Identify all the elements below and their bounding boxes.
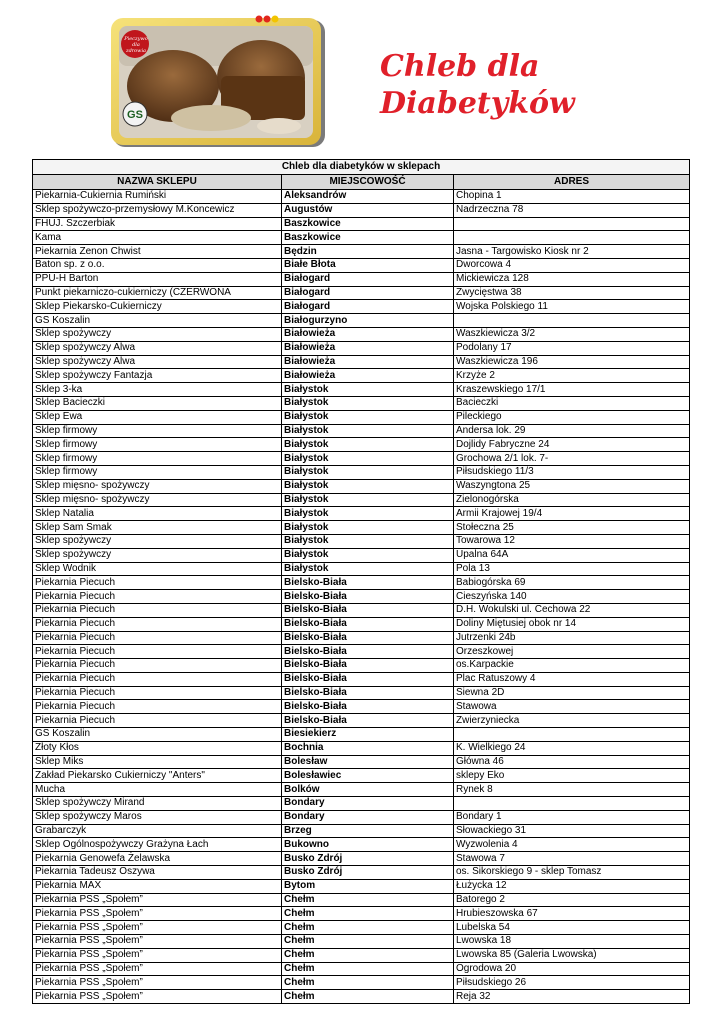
table-row (33, 824, 690, 838)
town-cell: Chełm (282, 976, 454, 990)
address-cell: Batorego 2 (454, 893, 690, 907)
table-row (33, 948, 690, 962)
address-cell: sklepy Eko (454, 769, 690, 783)
store-name-cell: Złoty Kłos (33, 741, 282, 755)
town-cell: Bondary (282, 797, 454, 811)
table-row (33, 369, 690, 383)
store-name-cell: Sklep spożywczy (33, 548, 282, 562)
address-cell: Stawowa 7 (454, 852, 690, 866)
table-row (33, 645, 690, 659)
svg-text:GS: GS (127, 109, 143, 121)
town-cell: Białystok (282, 521, 454, 535)
town-cell: Chełm (282, 962, 454, 976)
store-name-cell: Piekarnia Piecuch (33, 576, 282, 590)
table-row (33, 410, 690, 424)
town-cell: Białogurzyno (282, 314, 454, 328)
address-cell: Zwycięstwa 38 (454, 286, 690, 300)
town-cell: Chełm (282, 907, 454, 921)
store-name-cell: Piekarnia PSS „Społem” (33, 948, 282, 962)
store-name-cell: Piekarnia Genowefa Żelawska (33, 852, 282, 866)
column-header-town: MIEJSCOWOŚĆ (282, 175, 454, 190)
address-cell: Ogrodowa 20 (454, 962, 690, 976)
table-row (33, 659, 690, 673)
table-row (33, 258, 690, 272)
address-cell: Podolany 17 (454, 341, 690, 355)
table-row (33, 438, 690, 452)
town-cell: Bielsko-Biała (282, 659, 454, 673)
town-cell: Busko Zdrój (282, 852, 454, 866)
store-name-cell: Sklep Bacieczki (33, 396, 282, 410)
table-row (33, 783, 690, 797)
town-cell: Białogard (282, 272, 454, 286)
store-name-cell: Piekarnia Piecuch (33, 659, 282, 673)
town-cell: Bielsko-Biała (282, 603, 454, 617)
store-name-cell: Piekarnia Piecuch (33, 686, 282, 700)
town-cell: Bielsko-Biała (282, 714, 454, 728)
town-cell: Chełm (282, 990, 454, 1004)
town-cell: Bielsko-Biała (282, 590, 454, 604)
town-cell: Białowieża (282, 341, 454, 355)
store-name-cell: Piekarnia Piecuch (33, 631, 282, 645)
store-name-cell: Piekarnia PSS „Społem” (33, 935, 282, 949)
store-name-cell: Punkt piekarniczo-cukierniczy (CZERWONA (33, 286, 282, 300)
table-row (33, 976, 690, 990)
table-row (33, 755, 690, 769)
address-cell: Dworcowa 4 (454, 258, 690, 272)
town-cell: Baszkowice (282, 217, 454, 231)
town-cell: Bielsko-Biała (282, 645, 454, 659)
address-cell: Główna 46 (454, 755, 690, 769)
table-row (33, 921, 690, 935)
store-name-cell: Sklep spożywczy Fantazja (33, 369, 282, 383)
table-row (33, 300, 690, 314)
table-row (33, 424, 690, 438)
store-name-cell: Piekarnia Piecuch (33, 714, 282, 728)
town-cell: Busko Zdrój (282, 866, 454, 880)
table-row (33, 231, 690, 245)
column-header-store-name: NAZWA SKLEPU (33, 175, 282, 190)
store-name-cell: Sklep Wodnik (33, 562, 282, 576)
address-cell: Mickiewicza 128 (454, 272, 690, 286)
address-cell: Upalna 64A (454, 548, 690, 562)
store-name-cell: Piekarnia PSS „Społem” (33, 962, 282, 976)
town-cell: Białogard (282, 286, 454, 300)
address-cell: D.H. Wokulski ul. Cechowa 22 (454, 603, 690, 617)
table-row (33, 631, 690, 645)
town-cell: Bielsko-Biała (282, 631, 454, 645)
table-row (33, 562, 690, 576)
town-cell: Bielsko-Biała (282, 700, 454, 714)
bread-banner-image (111, 14, 329, 149)
town-cell: Białystok (282, 534, 454, 548)
address-cell: Zielonogórska (454, 493, 690, 507)
table-row (33, 714, 690, 728)
table-row (33, 797, 690, 811)
store-name-cell: Sklep spożywczy (33, 534, 282, 548)
store-name-cell: Piekarnia PSS „Społem” (33, 990, 282, 1004)
store-name-cell: Sklep firmowy (33, 424, 282, 438)
address-cell: Łużycka 12 (454, 879, 690, 893)
town-cell: Baszkowice (282, 231, 454, 245)
store-name-cell: Piekarnia Piecuch (33, 590, 282, 604)
store-name-cell: FHUJ. Szczerbiak (33, 217, 282, 231)
store-name-cell: Sklep Piekarsko-Cukierniczy (33, 300, 282, 314)
store-name-cell: Grabarczyk (33, 824, 282, 838)
table-row (33, 314, 690, 328)
town-cell: Biesiekierz (282, 728, 454, 742)
store-name-cell: Sklep Ogólnospożywczy Grażyna Łach (33, 838, 282, 852)
address-cell (454, 217, 690, 231)
town-cell: Białystok (282, 452, 454, 466)
town-cell: Bielsko-Biała (282, 617, 454, 631)
town-cell: Bukowno (282, 838, 454, 852)
store-name-cell: Sklep mięsno- spożywczy (33, 493, 282, 507)
town-cell: Białogard (282, 300, 454, 314)
address-cell: Waszyngtona 25 (454, 479, 690, 493)
town-cell: Bolesławiec (282, 769, 454, 783)
address-cell: Stołeczna 25 (454, 521, 690, 535)
address-cell: Bacieczki (454, 396, 690, 410)
table-row (33, 935, 690, 949)
store-name-cell: Sklep spożywczo-przemysłowy M.Koncewicz (33, 203, 282, 217)
store-name-cell: Piekarnia MAX (33, 879, 282, 893)
store-name-cell: Piekarnia PSS „Społem” (33, 976, 282, 990)
address-cell: Słowackiego 31 (454, 824, 690, 838)
table-row (33, 672, 690, 686)
store-name-cell: Sklep spożywczy Mirand (33, 797, 282, 811)
table-row (33, 479, 690, 493)
table-row (33, 576, 690, 590)
store-name-cell: Piekarnia PSS „Społem” (33, 921, 282, 935)
town-cell: Białowieża (282, 327, 454, 341)
address-cell: Dojlidy Fabryczne 24 (454, 438, 690, 452)
table-row (33, 493, 690, 507)
store-name-cell: Baton sp. z o.o. (33, 258, 282, 272)
table-row (33, 272, 690, 286)
table-row (33, 355, 690, 369)
town-cell: Chełm (282, 893, 454, 907)
address-cell: Pileckiego (454, 410, 690, 424)
store-name-cell: Piekarnia Piecuch (33, 617, 282, 631)
town-cell: Białystok (282, 410, 454, 424)
address-cell: Bondary 1 (454, 810, 690, 824)
address-cell: Hrubieszowska 67 (454, 907, 690, 921)
address-cell: Waszkiewicza 196 (454, 355, 690, 369)
table-caption: Chleb dla diabetyków w sklepach (33, 160, 690, 175)
table-row (33, 245, 690, 259)
store-name-cell: GS Koszalin (33, 314, 282, 328)
store-name-cell: Sklep mięsno- spożywczy (33, 479, 282, 493)
address-cell: Wojska Polskiego 11 (454, 300, 690, 314)
town-cell: Białystok (282, 548, 454, 562)
table-row (33, 590, 690, 604)
address-cell (454, 314, 690, 328)
table-row (33, 617, 690, 631)
table-row (33, 548, 690, 562)
address-cell: Nadrzeczna 78 (454, 203, 690, 217)
store-name-cell: Sklep spożywczy Maros (33, 810, 282, 824)
address-cell (454, 797, 690, 811)
store-name-cell: Sklep firmowy (33, 465, 282, 479)
store-name-cell: Sklep Ewa (33, 410, 282, 424)
town-cell: Białystok (282, 479, 454, 493)
table-row (33, 452, 690, 466)
table-row (33, 217, 690, 231)
table-row (33, 990, 690, 1004)
town-cell: Chełm (282, 935, 454, 949)
table-row (33, 521, 690, 535)
town-cell: Białystok (282, 465, 454, 479)
town-cell: Bielsko-Biała (282, 576, 454, 590)
town-cell: Białystok (282, 507, 454, 521)
town-cell: Białe Błota (282, 258, 454, 272)
address-cell: Lubelska 54 (454, 921, 690, 935)
table-row (33, 852, 690, 866)
address-cell: Cieszyńska 140 (454, 590, 690, 604)
store-name-cell: Sklep spożywczy (33, 327, 282, 341)
address-cell: Armii Krajowej 19/4 (454, 507, 690, 521)
table-row (33, 341, 690, 355)
address-cell: os.Karpackie (454, 659, 690, 673)
table-row (33, 203, 690, 217)
table-row (33, 866, 690, 880)
table-row (33, 879, 690, 893)
store-name-cell: Piekarnia Piecuch (33, 700, 282, 714)
address-cell: Pola 13 (454, 562, 690, 576)
table-row (33, 686, 690, 700)
page-title-line-2: Diabetyków (380, 86, 575, 121)
store-name-cell: GS Koszalin (33, 728, 282, 742)
table-row (33, 741, 690, 755)
table-row (33, 810, 690, 824)
address-cell: Grochowa 2/1 lok. 7- (454, 452, 690, 466)
address-cell: Siewna 2D (454, 686, 690, 700)
store-name-cell: Piekarnia-Cukiernia Rumiński (33, 190, 282, 204)
store-name-cell: Sklep spożywczy Alwa (33, 341, 282, 355)
address-cell: Stawowa (454, 700, 690, 714)
address-cell: Waszkiewicza 3/2 (454, 327, 690, 341)
address-cell: Lwowska 18 (454, 935, 690, 949)
store-name-cell: Piekarnia Piecuch (33, 672, 282, 686)
table-row (33, 962, 690, 976)
address-cell: Plac Ratuszowy 4 (454, 672, 690, 686)
address-cell: Chopina 1 (454, 190, 690, 204)
store-name-cell: Sklep Miks (33, 755, 282, 769)
table-row (33, 327, 690, 341)
table-row (33, 838, 690, 852)
address-cell: Piłsudskiego 11/3 (454, 465, 690, 479)
town-cell: Białystok (282, 562, 454, 576)
column-header-address: ADRES (454, 175, 690, 190)
store-name-cell: Piekarnia PSS „Społem” (33, 893, 282, 907)
store-name-cell: Sklep Natalia (33, 507, 282, 521)
town-cell: Brzeg (282, 824, 454, 838)
town-cell: Chełm (282, 948, 454, 962)
address-cell: Wyzwolenia 4 (454, 838, 690, 852)
table-row (33, 603, 690, 617)
table-row (33, 700, 690, 714)
table-row (33, 465, 690, 479)
store-name-cell: PPU-H Barton (33, 272, 282, 286)
address-cell: Towarowa 12 (454, 534, 690, 548)
town-cell: Białystok (282, 383, 454, 397)
address-cell: K. Wielkiego 24 (454, 741, 690, 755)
address-cell: Babiogórska 69 (454, 576, 690, 590)
address-cell: os. Sikorskiego 9 - sklep Tomasz (454, 866, 690, 880)
town-cell: Białystok (282, 424, 454, 438)
table-row (33, 769, 690, 783)
table-row (33, 534, 690, 548)
table-row (33, 907, 690, 921)
store-name-cell: Piekarnia Piecuch (33, 645, 282, 659)
page-title-line-1: Chleb dla (380, 49, 540, 84)
store-name-cell: Sklep firmowy (33, 438, 282, 452)
table-row (33, 396, 690, 410)
table-row (33, 190, 690, 204)
town-cell: Bondary (282, 810, 454, 824)
address-cell: Doliny Miętusiej obok nr 14 (454, 617, 690, 631)
store-name-cell: Kama (33, 231, 282, 245)
store-name-cell: Piekarnia Piecuch (33, 603, 282, 617)
town-cell: Aleksandrów (282, 190, 454, 204)
table-row (33, 893, 690, 907)
store-name-cell: Zakład Piekarsko Cukierniczy "Anters" (33, 769, 282, 783)
town-cell: Bochnia (282, 741, 454, 755)
table-row (33, 286, 690, 300)
town-cell: Bolków (282, 783, 454, 797)
address-cell: Jutrzenki 24b (454, 631, 690, 645)
town-cell: Bytom (282, 879, 454, 893)
town-cell: Białystok (282, 493, 454, 507)
town-cell: Bielsko-Biała (282, 672, 454, 686)
address-cell: Piłsudskiego 26 (454, 976, 690, 990)
table-row (33, 507, 690, 521)
address-cell: Orzeszkowej (454, 645, 690, 659)
table-row (33, 383, 690, 397)
page-title (380, 48, 710, 122)
address-cell: Andersa lok. 29 (454, 424, 690, 438)
town-cell: Będzin (282, 245, 454, 259)
banner-badge-label: Pieczywo dla zdrowia (124, 36, 148, 54)
address-cell (454, 728, 690, 742)
store-name-cell: Mucha (33, 783, 282, 797)
address-cell: Kraszewskiego 17/1 (454, 383, 690, 397)
table-row (33, 728, 690, 742)
town-cell: Białystok (282, 438, 454, 452)
address-cell: Lwowska 85 (Galeria Lwowska) (454, 948, 690, 962)
town-cell: Chełm (282, 921, 454, 935)
store-name-cell: Sklep Sam Smak (33, 521, 282, 535)
town-cell: Białowieża (282, 369, 454, 383)
store-name-cell: Piekarnia Tadeusz Oszywa (33, 866, 282, 880)
address-cell: Jasna - Targowisko Kiosk nr 2 (454, 245, 690, 259)
address-cell: Zwierzyniecka (454, 714, 690, 728)
store-name-cell: Piekarnia PSS „Społem” (33, 907, 282, 921)
address-cell: Reja 32 (454, 990, 690, 1004)
town-cell: Bolesław (282, 755, 454, 769)
town-cell: Białystok (282, 396, 454, 410)
town-cell: Augustów (282, 203, 454, 217)
town-cell: Bielsko-Biała (282, 686, 454, 700)
address-cell (454, 231, 690, 245)
store-name-cell: Piekarnia Zenon Chwist (33, 245, 282, 259)
stores-table (32, 159, 690, 1004)
town-cell: Białowieża (282, 355, 454, 369)
store-name-cell: Sklep spożywczy Alwa (33, 355, 282, 369)
store-name-cell: Sklep 3-ka (33, 383, 282, 397)
store-name-cell: Sklep firmowy (33, 452, 282, 466)
address-cell: Krzyże 2 (454, 369, 690, 383)
address-cell: Rynek 8 (454, 783, 690, 797)
